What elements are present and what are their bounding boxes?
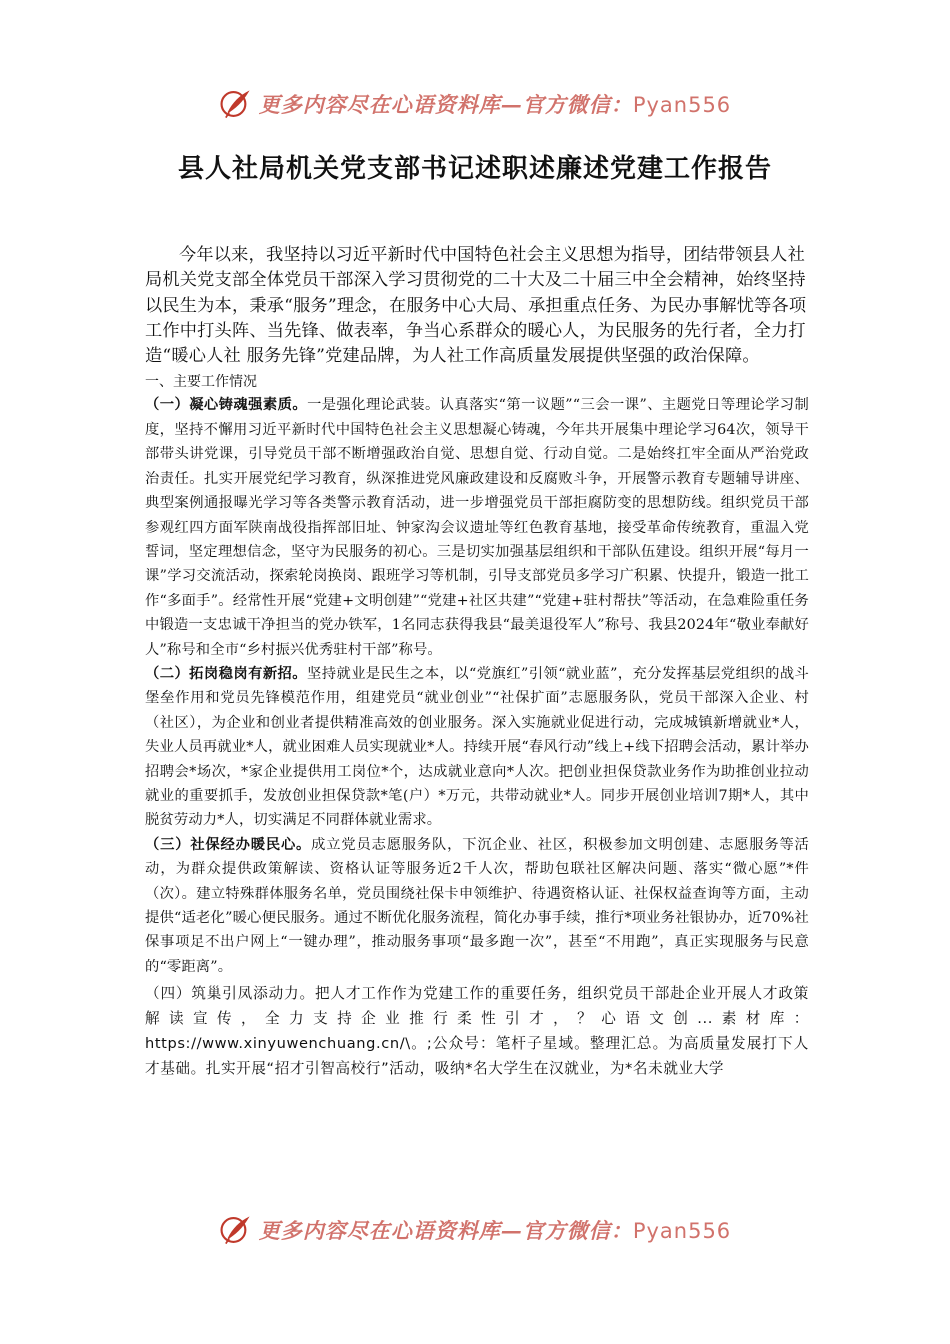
intro-paragraph: 今年以来，我坚持以习近平新时代中国特色社会主义思想为指导，团结带领县人社局机关党支部全体党员干部深入学习贯彻党的二十大及二十届三中全会精神，始终坚持以民生为本，秉承“服务”理念，在服务中心大局、承担重点任务、为民办事解忧等各项工作中打头阵、当先锋、做表率，争当心系群众的暖心人，为民服务的先行者，全力打造“暖心人社 服务先锋”党建品牌，为人社工作高质量发展提供坚强的政治保障。: [145, 245, 807, 367]
item-paragraph-3: [145, 833, 809, 979]
watermark-text: 更多内容尽在心语资料库—官方微信：Pyan556: [258, 92, 732, 117]
item-heading: （一）凝心铸魂强素质。: [145, 397, 308, 414]
feather-pen-logo-icon: [219, 87, 253, 121]
item-heading: （二）拓岗稳岗有新招。: [145, 665, 308, 682]
item-text: 成立党员志愿服务队，下沉企业、社区，积极参加文明创建、志愿服务等活动，为群众提供政策解读、资格认证等服务近2千人次，帮助包联社区解决问题、落实“微心愿”*件（次）。建立特殊群体服务名单，党员围绕社保卡申领维护、待遇资格认证、社保权益查询等方面，主动提供“适老化”暖心便民服务。通过不断优化服务流程，简化办事手续，推行*项业务社银协办，近70%社保事项足不出户网上“一键办理”，推动服务事项“最多跑一次”，甚至“不用跑”，真正实现服务与民意的“零距离”。: [145, 836, 809, 975]
item-paragraph-1: [145, 393, 809, 661]
item-heading: （四）筑巢引凤添动力。: [145, 985, 315, 1003]
item-paragraph-4: [145, 981, 809, 1081]
watermark-banner-bottom: [0, 1208, 950, 1252]
document-body: [145, 243, 809, 1081]
item-heading: （三）社保经办暖民心。: [145, 836, 312, 853]
watermark-banner-top: [0, 82, 950, 126]
section-heading: 一、主要工作情况: [145, 374, 257, 391]
item-text: 坚持就业是民生之本，以“党旗红”引领“就业蓝”，充分发挥基层党组织的战斗堡垒作用和党员先锋模范作用，组建党员“就业创业”“社保扩面”志愿服务队，党员干部深入企业、村（社区），为企业和创业者提供精准高效的创业服务。深入实施就业促进行动，完成城镇新增就业*人，失业人员再就业*人，就业困难人员实现就业*人。持续开展“春风行动”线上+线下招聘会活动，累计举办招聘会*场次，*家企业提供用工岗位*个，达成就业意向*人次。把创业担保贷款业务作为助推创业拉动就业的重要抓手，发放创业担保贷款*笔(户）*万元，共带动就业*人。同步开展创业培训7期*人，其中脱贫劳动力*人，切实满足不同群体就业需求。: [145, 665, 809, 829]
watermark-text: 更多内容尽在心语资料库—官方微信：Pyan556: [258, 1218, 732, 1243]
item-text: 把人才工作作为党建工作的重要任务，组织党员干部赴企业开展人才政策解读宣传，全力支持企业推行柔性引才，？心语文创...素材库：https://www.xinyuwenchuang.cn/\。;公众号：笔杆子星域。整理汇总。为高质量发展打下人才基础。扎实开展“招才引智高校行”活动，吸纳*名大学生在汉就业，为*名未就业大学: [145, 985, 810, 1078]
item-text: 一是强化理论武装。认真落实“第一议题”“三会一课”、主题党日等理论学习制度，坚持不懈用习近平新时代中国特色社会主义思想凝心铸魂，今年共开展集中理论学习64次，领导干部带头讲党课，引导党员干部不断增强政治自觉、思想自觉、行动自觉。二是始终扛牢全面从严治党政治责任。扎实开展党纪学习教育，纵深推进党风廉政建设和反腐败斗争，开展警示教育专题辅导讲座、典型案例通报曝光学习等各类警示教育活动，进一步增强党员干部拒腐防变的思想防线。组织党员干部参观红四方面军陕南战役指挥部旧址、钟家沟会议遗址等红色教育基地，接受革命传统教育，重温入党誓词，坚定理想信念，坚守为民服务的初心。三是切实加强基层组织和干部队伍建设。组织开展“每月一课”学习交流活动，探索轮岗换岗、跟班学习等机制，引导支部党员多学习广积累、快提升，锻造一批工作“多面手”。经常性开展“党建+文明创建”“党建+社区共建”“党建+驻村帮扶”等活动，在急难险重任务中锻造一支忠诚干净担当的党办铁军，1名同志获得我县“最美退役军人”称号、我县2024年“敬业奉献好人”称号和全市“乡村振兴优秀驻村干部”称号。: [145, 397, 809, 658]
document-title: 县人社局机关党支部书记述职述廉述党建工作报告: [177, 154, 772, 184]
item-paragraph-2: [145, 662, 809, 833]
feather-pen-logo-icon: [219, 1213, 253, 1247]
